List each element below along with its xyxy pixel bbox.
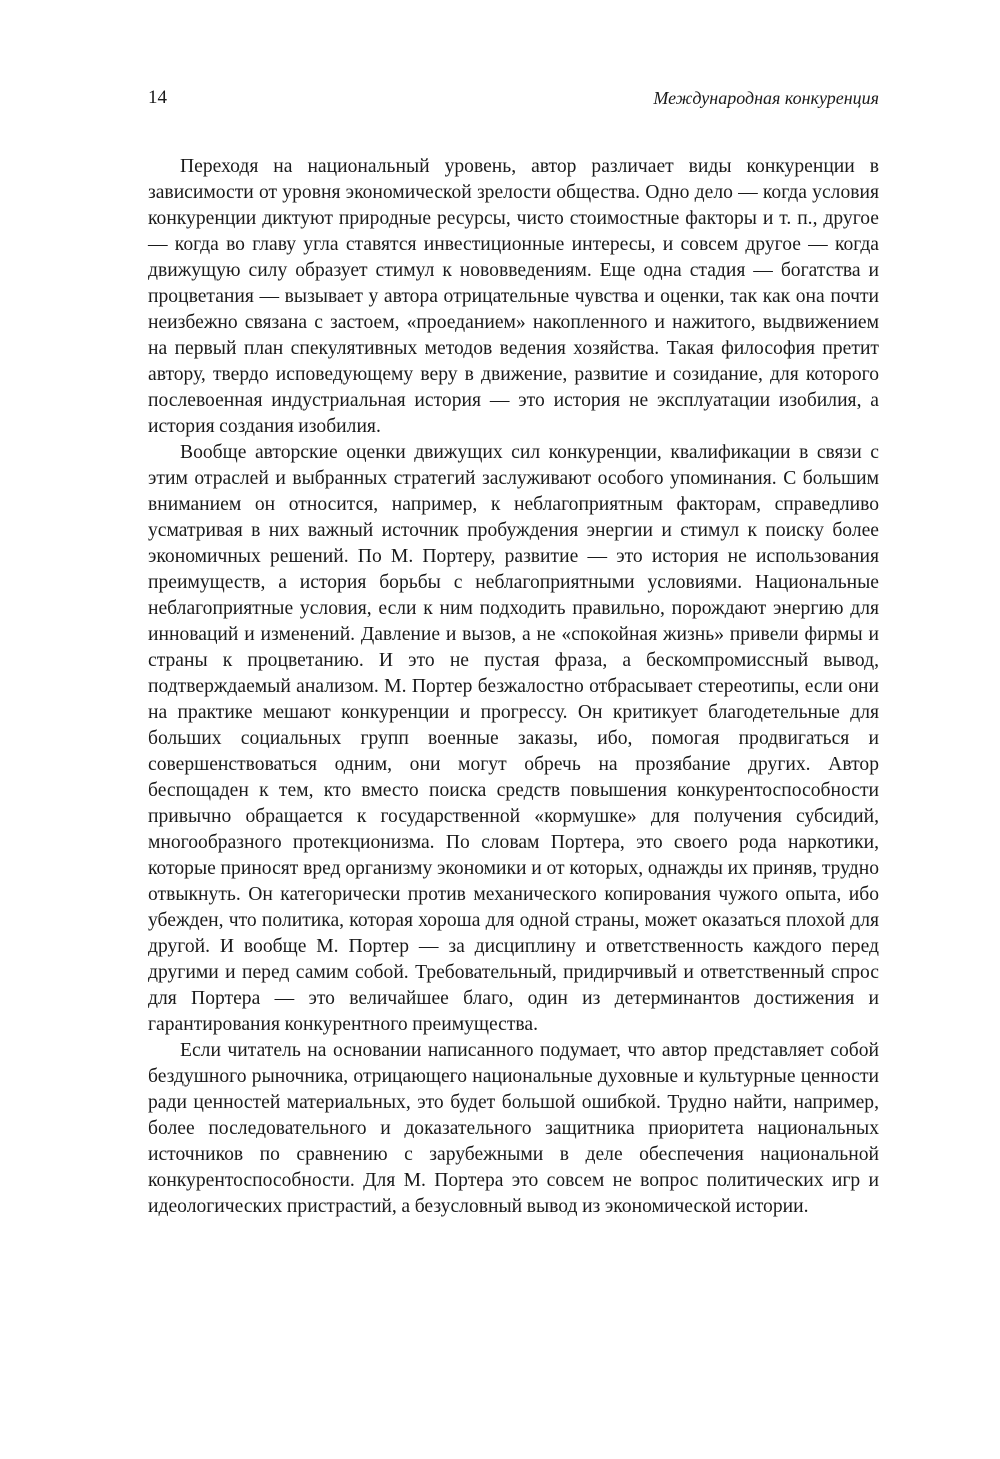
paragraph-2: Вообще авторские оценки движущих сил конкуренции, квалификации в связи с этим отраслей и выбранных стратегий заслуживают особого упоминания. С большим вниманием он относится, например, к неблагоприятным факторам, справедливо усматривая в них важный источник пробуждения энергии и стимул к поиску более экономичных решений. По М. Портеру, развитие — это история не использования преимуществ, а история борьбы с неблагоприятными условиями. Национальные неблагоприятные условия, если к ним подходить правильно, порождают энергию для инноваций и изменений. Давление и вызов, а не «спокойная жизнь» привели фирмы и страны к процветанию. И это не пустая фраза, а бескомпромиссный вывод, подтверждаемый анализом. М. Портер безжалостно отбрасывает стереотипы, если они на практике мешают конкуренции и прогрессу. Он критикует благодетельные для больших социальных групп военные заказы, ибо, помогая продвигаться и совершенствоваться одним, они могут обречь на прозябание других. Автор беспощаден к тем, кто вместо поиска средств повышения конкурентоспособности привычно обращается к государственной «кормушке» для получения субсидий, многообразного протекционизма. По словам Портера, это своего рода наркотики, которые приносят вред организму экономики и от которых, однажды их приняв, трудно отвыкнуть. Он категорически против механического копирования чужого опыта, ибо убежден, что политика, которая хороша для одной страны, может оказаться плохой для другой. И вообще М. Портер — за дисциплину и ответственность каждого перед другими и перед самим собой. Требовательный, придирчивый и ответственный спрос для Портера — это величайшее благо, один из детерминантов достижения и гарантирования конкурентного преимущества. [148, 442, 879, 1035]
paragraph-3: Если читатель на основании написанного подумает, что автор представляет собой бездушного рыночника, отрицающего национальные духовные и культурные ценности ради ценностей материальных, это будет большой ошибкой. Трудно найти, например, более последовательного и доказательного защитника приоритета национальных источников по сравнению с зарубежными в деле обеспечения национальной конкурентоспособности. Для М. Портера это совсем не вопрос политических игр и идеологических пристрастий, а безусловный вывод из экономической истории. [148, 1040, 879, 1217]
running-head-title: Международная конкуренция [653, 88, 879, 108]
body-text [148, 154, 879, 1220]
paragraph-1: Переходя на национальный уровень, автор различает виды конкуренции в зависимости от уровня экономической зрелости общества. Одно дело — когда условия конкуренции диктуют природные ресурсы, чисто стоимостные факторы и т. п., другое — когда во главу угла ставятся инвестиционные интересы, и совсем другое — когда движущую силу образует стимул к нововведениям. Еще одна стадия — богатства и процветания — вызывает у автора отрицательные чувства и оценки, так как она почти неизбежно связана с застоем, «проеданием» накопленного и нажитого, выдвижением на первый план спекулятивных методов ведения хозяйства. Такая философия претит автору, твердо исповедующему веру в движение, развитие и созидание, для которого послевоенная индустриальная история — это история не эксплуатации изобилия, а история создания изобилия. [148, 156, 879, 437]
page-number: 14 [148, 87, 167, 108]
